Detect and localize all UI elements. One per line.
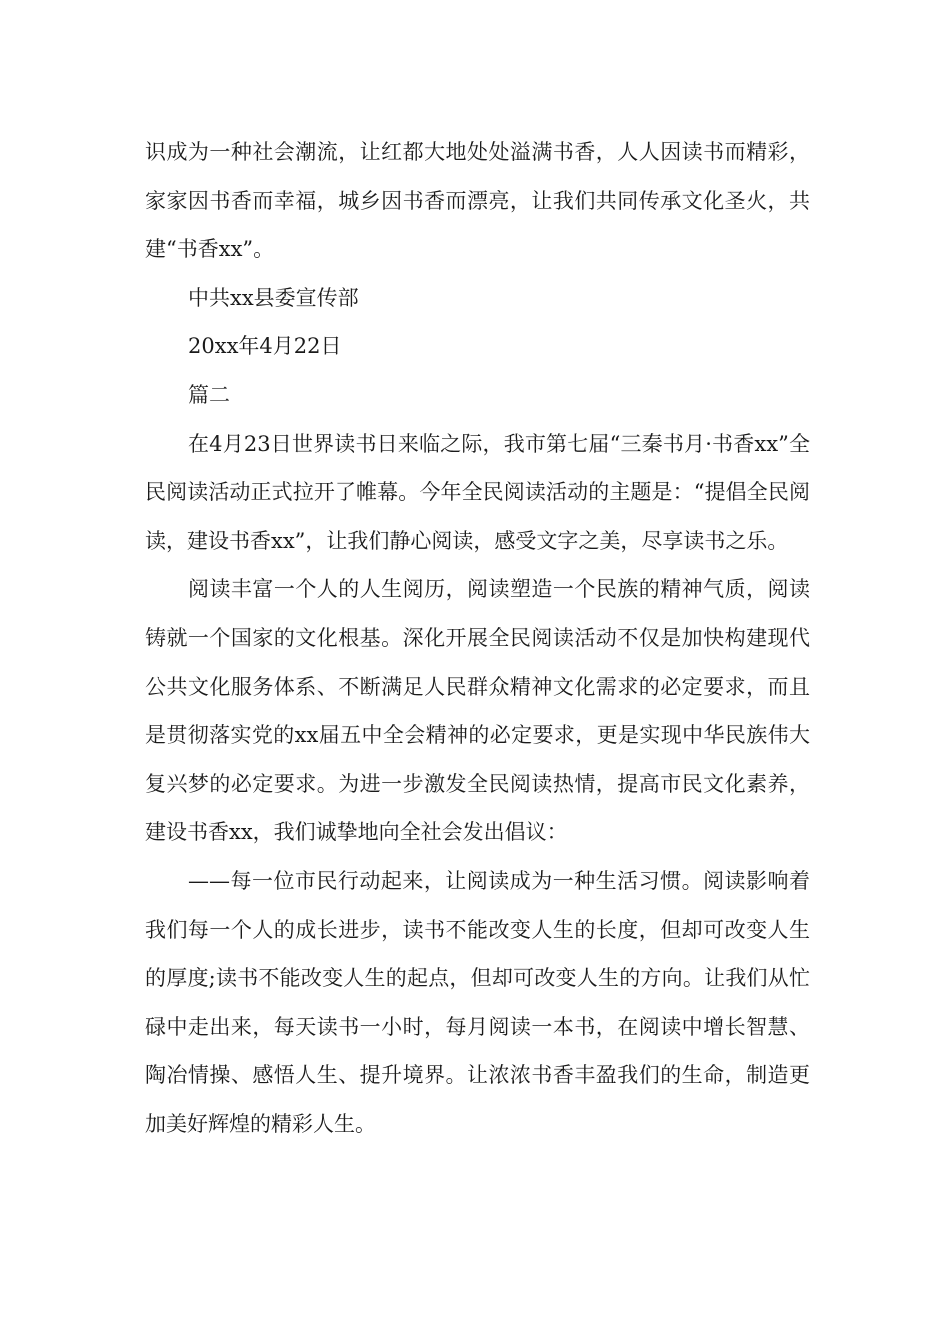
signature-date: 20xx年4月22日	[188, 334, 342, 359]
paragraph-initiative-1: ——每一位市民行动起来，让阅读成为一种生活习惯。阅读影响着我们每一个人的成长进步，读书不能改变人生的长度，但却可改变人生的厚度;读书不能改变人生的起点，但却可改变人生的方向。让我们从忙碌中走出来，每天读书一小时，每月阅读一本书，在阅读中增长智慧、陶冶情操、感悟人生、提升境界。让浓浓书香丰盈我们的生命，制造更加美好辉煌的精彩人生。	[145, 868, 810, 1136]
paragraph-intro: 在4月23日世界读书日来临之际，我市第七届“三秦书月·书香xx”全民阅读活动正式拉开了帷幕。今年全民阅读活动的主题是：“提倡全民阅读，建设书香xx”，让我们静心阅读，感受文字之美，尽享读书之乐。	[145, 431, 810, 553]
signature-department: 中共xx县委宣传部	[188, 285, 359, 310]
paragraph-continuation: 识成为一种社会潮流，让红都大地处处溢满书香，人人因读书而精彩，家家因书香而幸福，城乡因书香而漂亮，让我们共同传承文化圣火，共建“书香xx”。	[145, 140, 810, 262]
paragraph-significance: 阅读丰富一个人的人生阅历，阅读塑造一个民族的精神气质，阅读铸就一个国家的文化根基。深化开展全民阅读活动不仅是加快构建现代公共文化服务体系、不断满足人民群众精神文化需求的必定要求，而且是贯彻落实党的xx届五中全会精神的必定要求，更是实现中华民族伟大复兴梦的必定要求。为进一步激发全民阅读热情，提高市民文化素养，建设书香xx，我们诚挚地向全社会发出倡议：	[145, 577, 810, 845]
document-body	[145, 128, 810, 1148]
section-heading: 篇二	[188, 382, 230, 407]
